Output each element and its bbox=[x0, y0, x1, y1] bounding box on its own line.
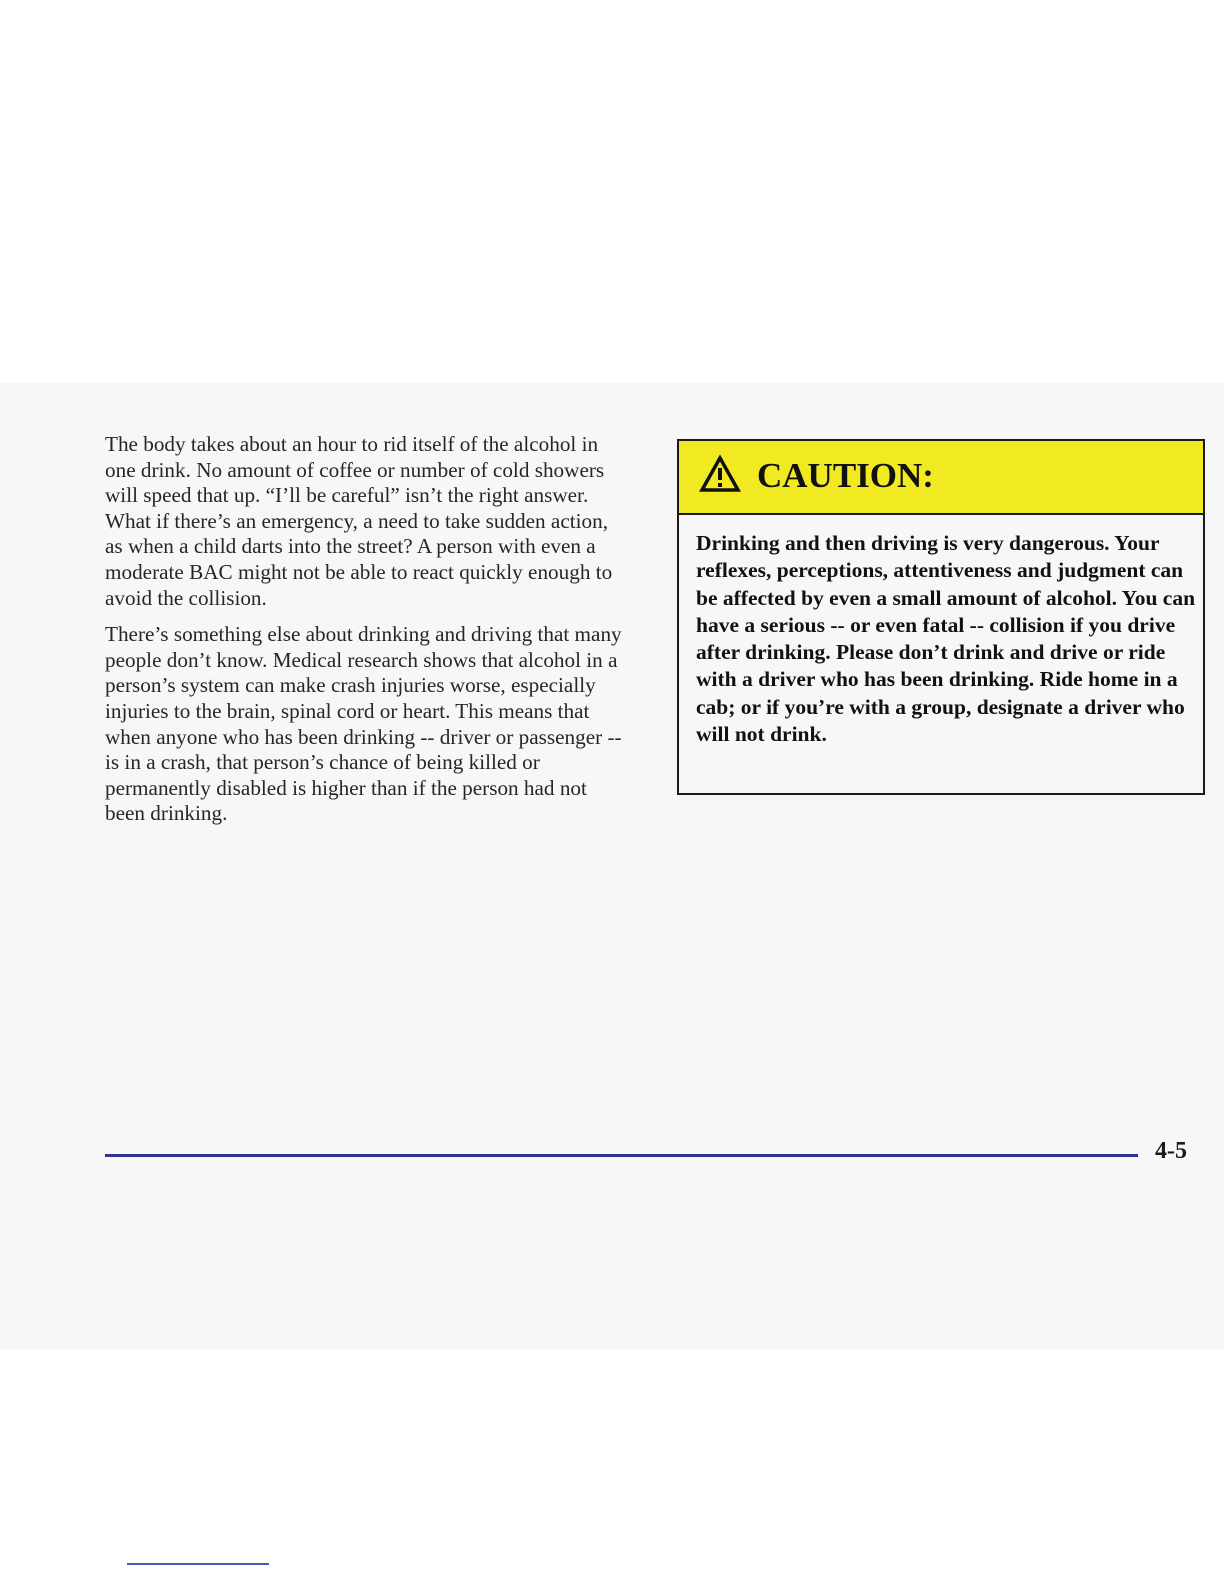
warning-triangle-icon bbox=[699, 455, 741, 493]
page-number: 4-5 bbox=[1155, 1138, 1187, 1164]
bottom-rule bbox=[127, 1563, 269, 1565]
caution-box bbox=[677, 439, 1205, 795]
body-text-column bbox=[105, 432, 630, 838]
caution-text: Drinking and then driving is very dangerous. Your reflexes, perceptions, attentiveness and judgment can be affected by even a small amount of alcohol. You can have a serious -- or even fatal -- collision if you drive after drinking. Please don’t drink and drive or ride with a driver who has been drinking. Ride home in a cab; or if you’re with a group, designate a driver who will not drink. bbox=[696, 531, 1196, 747]
paragraph-crash-injuries: There’s something else about drinking and driving that many people don’t know. Medical research shows that alcohol in a person’s system can make crash injuries worse, especially injuries to the brain, spinal cord or heart. This means that when anyone who has been drinking -- driver or passenger -- is in a crash, that person’s chance of being killed or permanently disabled is higher than if the person had not been drinking. bbox=[105, 622, 622, 826]
footer-rule bbox=[105, 1154, 1138, 1157]
paragraph-alcohol-elimination: The body takes about an hour to rid itself of the alcohol in one drink. No amount of coffee or number of cold showers will speed that up. “I’ll be careful” isn’t the right answer. What if there’s an emergency, a need to take sudden action, as when a child darts into the street? A person with even a moderate BAC might not be able to react quickly enough to avoid the collision. bbox=[105, 432, 613, 610]
caution-title: CAUTION: bbox=[757, 456, 934, 495]
caution-header bbox=[679, 441, 1203, 515]
